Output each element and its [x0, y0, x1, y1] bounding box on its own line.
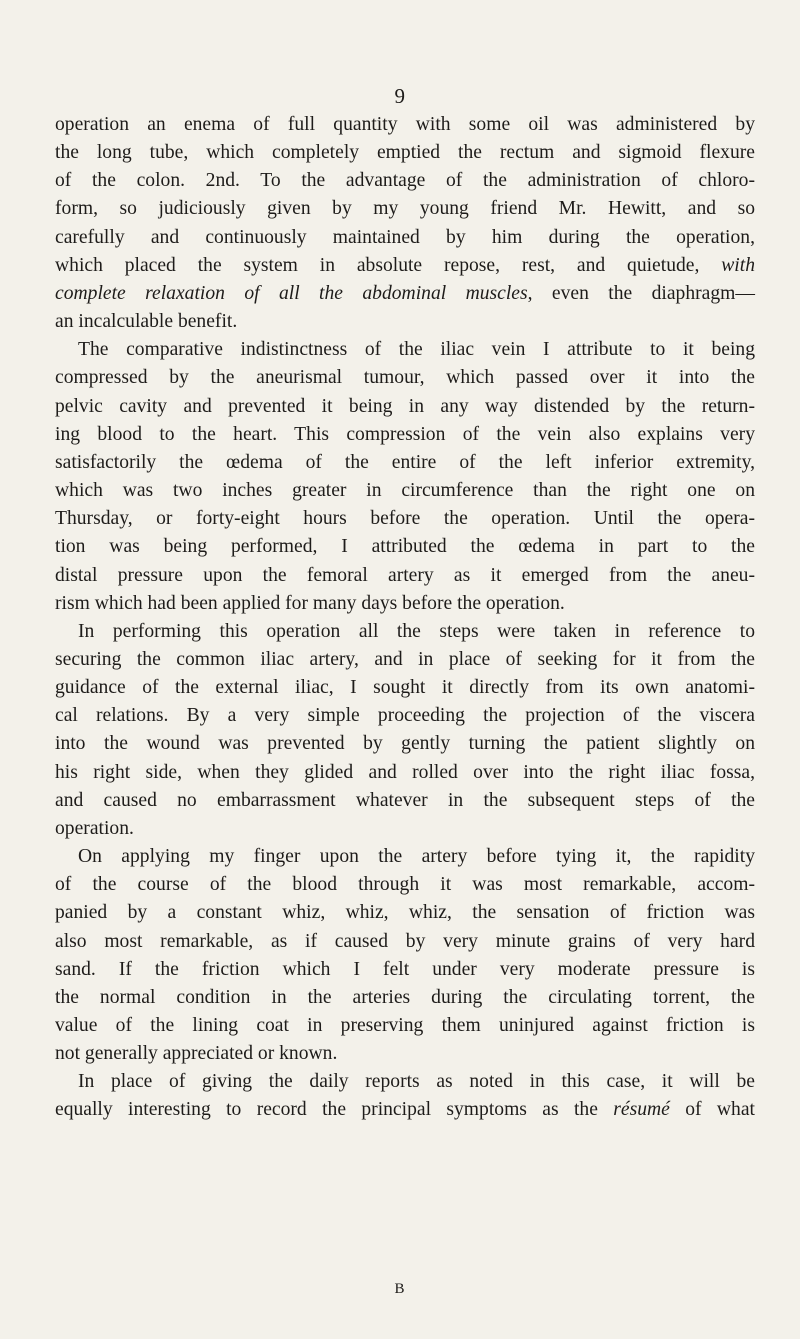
text-run: cal relations. By a very simple proceeding the projection of the viscera [55, 705, 755, 727]
paragraph [55, 1068, 755, 1124]
text-run: In performing this operation all the steps were taken in reference to [78, 620, 755, 642]
signature-mark: B [394, 1281, 406, 1297]
text-run: the long tube, which completely emptied the rectum and sigmoid flexure [55, 142, 755, 164]
text-run: operation. [55, 817, 134, 839]
paragraph [55, 618, 755, 843]
text-line [55, 280, 755, 308]
text-line [55, 759, 755, 787]
text-run: satisfactorily the œdema of the entire of the left inferior extremity, [55, 451, 755, 473]
text-run: panied by a constant whiz, whiz, whiz, the sensation of friction was [55, 902, 755, 924]
text-line [55, 252, 755, 280]
text-run: value of the lining coat in preserving them uninjured against friction is [55, 1015, 755, 1036]
text-line [55, 984, 755, 1012]
text-line [55, 533, 755, 561]
text-line [55, 449, 755, 477]
paragraph [55, 336, 755, 618]
paragraph [55, 843, 755, 1068]
text-run: rism which had been applied for many days before the operation. [55, 592, 565, 614]
text-run: and caused no embarrassment whatever in the subsequent steps of the [55, 789, 755, 811]
text-run: his right side, when they glided and rolled over into the right iliac fossa, [55, 761, 755, 783]
text-line [55, 195, 755, 223]
text-run: securing the common iliac artery, and in place of seeking for it from the [55, 648, 755, 670]
text-line [55, 843, 755, 871]
text-run: distal pressure upon the femoral artery as it emerged from the aneu- [55, 564, 755, 586]
paragraph [55, 111, 755, 336]
text-line [55, 674, 755, 702]
text-line [55, 111, 755, 139]
body-text [55, 111, 755, 1125]
text-line [55, 167, 755, 195]
text-line [55, 139, 755, 167]
text-line [55, 956, 755, 984]
text-run: Thursday, or forty-eight hours before the operation. Until the opera- [55, 508, 755, 530]
text-run: not generally appreciated or known. [55, 1043, 338, 1065]
text-line [55, 730, 755, 758]
page-number: 9 [394, 84, 406, 108]
text-line [55, 702, 755, 730]
text-run: which placed the system in absolute repose, rest, and quietude, [55, 254, 722, 276]
text-run: On applying my finger upon the artery before tying it, the rapidity [78, 846, 755, 868]
text-line [55, 393, 755, 421]
text-run: , even the diaphragm— [527, 282, 755, 304]
text-run: also most remarkable, as if caused by very minute grains of very hard [55, 930, 755, 952]
text-line [55, 308, 755, 336]
text-line [55, 421, 755, 449]
text-line [55, 590, 755, 618]
text-line [55, 899, 755, 927]
text-line [55, 364, 755, 392]
italic-text: résumé [613, 1099, 670, 1121]
text-line [55, 646, 755, 674]
text-line [55, 787, 755, 815]
text-line [55, 477, 755, 505]
text-run: an incalculable benefit. [55, 311, 238, 333]
text-run: sand. If the friction which I felt under very moderate pressure is [55, 958, 755, 980]
text-line [55, 1068, 755, 1096]
text-run: compressed by the aneurismal tumour, which passed over it into the [55, 367, 755, 389]
text-run: pelvic cavity and prevented it being in any way distended by the return- [55, 395, 755, 417]
text-line [55, 336, 755, 364]
text-run: tion was being performed, I attributed the œdema in part to the [55, 536, 755, 558]
text-line [55, 562, 755, 590]
text-run: the normal condition in the arteries during the circulating torrent, the [55, 986, 755, 1008]
text-run: form, so judiciously given by my young friend Mr. Hewitt, and so [55, 198, 755, 220]
text-run: which was two inches greater in circumference than the right one on [55, 480, 755, 502]
text-run: The comparative indistinctness of the iliac vein I attribute to it being [78, 339, 755, 361]
italic-text: with [721, 254, 755, 276]
text-run: operation an enema of full quantity with some oil was administered by [55, 114, 755, 135]
text-line [55, 505, 755, 533]
text-run: of what [669, 1099, 755, 1121]
text-line [55, 1040, 755, 1068]
text-run: into the wound was prevented by gently turning the patient slightly on [55, 733, 755, 755]
text-line [55, 1096, 755, 1124]
text-line [55, 618, 755, 646]
text-run: of the course of the blood through it was most remarkable, accom- [55, 874, 755, 896]
italic-text: complete relaxation of all the abdominal muscles [55, 282, 528, 304]
text-run: carefully and continuously maintained by him during the operation, [55, 226, 755, 248]
text-run: equally interesting to record the principal symptoms as the [55, 1099, 614, 1121]
text-run: guidance of the external iliac, I sought it directly from its own anatomi- [55, 677, 755, 699]
text-run: In place of giving the daily reports as noted in this case, it will be [78, 1071, 755, 1093]
text-line [55, 1012, 755, 1040]
text-run: ing blood to the heart. This compression of the vein also explains very [55, 423, 755, 445]
text-run: of the colon. 2nd. To the advantage of the administration of chloro- [55, 170, 755, 192]
text-line [55, 871, 755, 899]
text-line [55, 224, 755, 252]
text-line [55, 815, 755, 843]
text-line [55, 928, 755, 956]
